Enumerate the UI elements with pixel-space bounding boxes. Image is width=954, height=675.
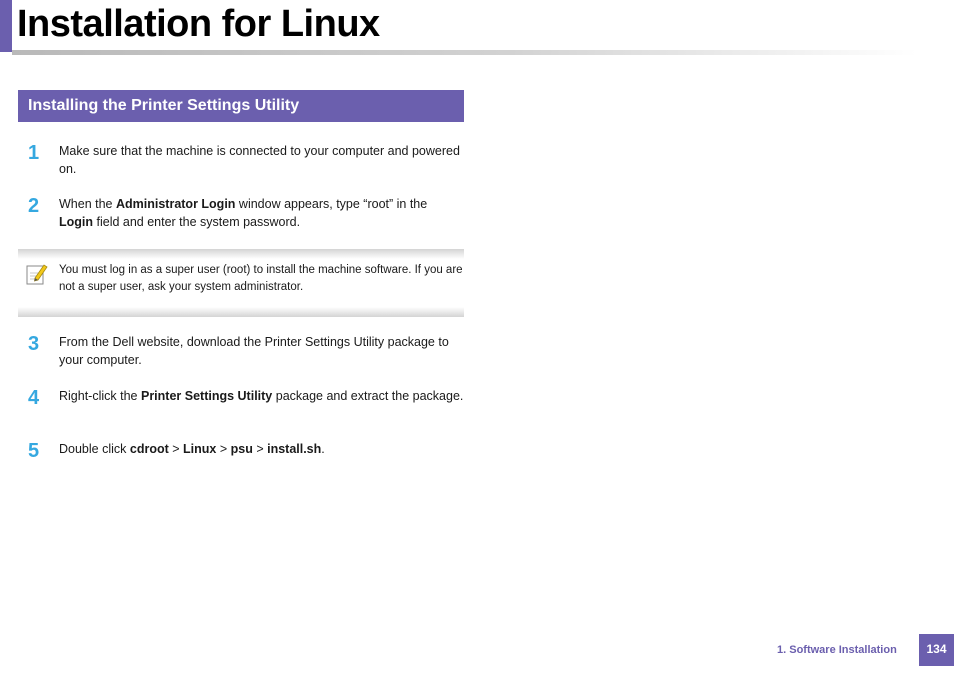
- step-text: [59, 333, 464, 369]
- section-title: Installing the Printer Settings Utility: [28, 97, 300, 114]
- section-header: [18, 90, 464, 122]
- step-number: 2: [28, 195, 40, 217]
- bold-term: cdroot: [129, 442, 169, 456]
- text-run: package and extract the package.: [272, 389, 464, 403]
- step-number: 3: [28, 333, 40, 355]
- text-run: window appears, type “root” in the: [235, 197, 428, 211]
- text-run: >: [168, 442, 184, 456]
- text-run: Make sure that the machine is connected to your computer and powered on.: [59, 144, 460, 176]
- text-run: >: [216, 442, 231, 456]
- step-number: 1: [28, 142, 40, 164]
- text-run: Right-click the: [59, 389, 141, 403]
- title-accent-bar: [0, 0, 12, 52]
- step-text: [59, 142, 464, 178]
- note-box: [18, 249, 464, 317]
- footer-section-label: 1. Software Installation: [777, 644, 897, 656]
- step-text: [59, 387, 464, 405]
- page-number-badge: 134: [919, 634, 954, 666]
- text-run: When the: [59, 197, 116, 211]
- text-run: field and enter the system password.: [93, 215, 301, 229]
- bold-term: Administrator Login: [115, 197, 236, 211]
- page-title: Installation for Linux: [17, 3, 380, 45]
- text-run: .: [321, 442, 325, 456]
- text-run: From the Dell website, download the Printer Settings Utility package to your computer.: [59, 335, 449, 367]
- note-text: You must log in as a super user (root) to install the machine software. If you are not a super user, ask your system administrator.: [59, 264, 463, 293]
- note-pencil-icon: [25, 262, 49, 286]
- title-underline: [12, 50, 917, 55]
- step-number: 5: [28, 440, 40, 462]
- bold-term: Printer Settings Utility: [140, 389, 273, 403]
- step-text: [59, 440, 464, 458]
- bold-term: Linux: [183, 442, 217, 456]
- step-text: [59, 195, 464, 231]
- bold-term: Login: [59, 215, 94, 229]
- bold-term: psu: [230, 442, 253, 456]
- text-run: Double click: [59, 442, 130, 456]
- text-run: >: [252, 442, 268, 456]
- step-number: 4: [28, 387, 40, 409]
- bold-term: install.sh: [267, 442, 322, 456]
